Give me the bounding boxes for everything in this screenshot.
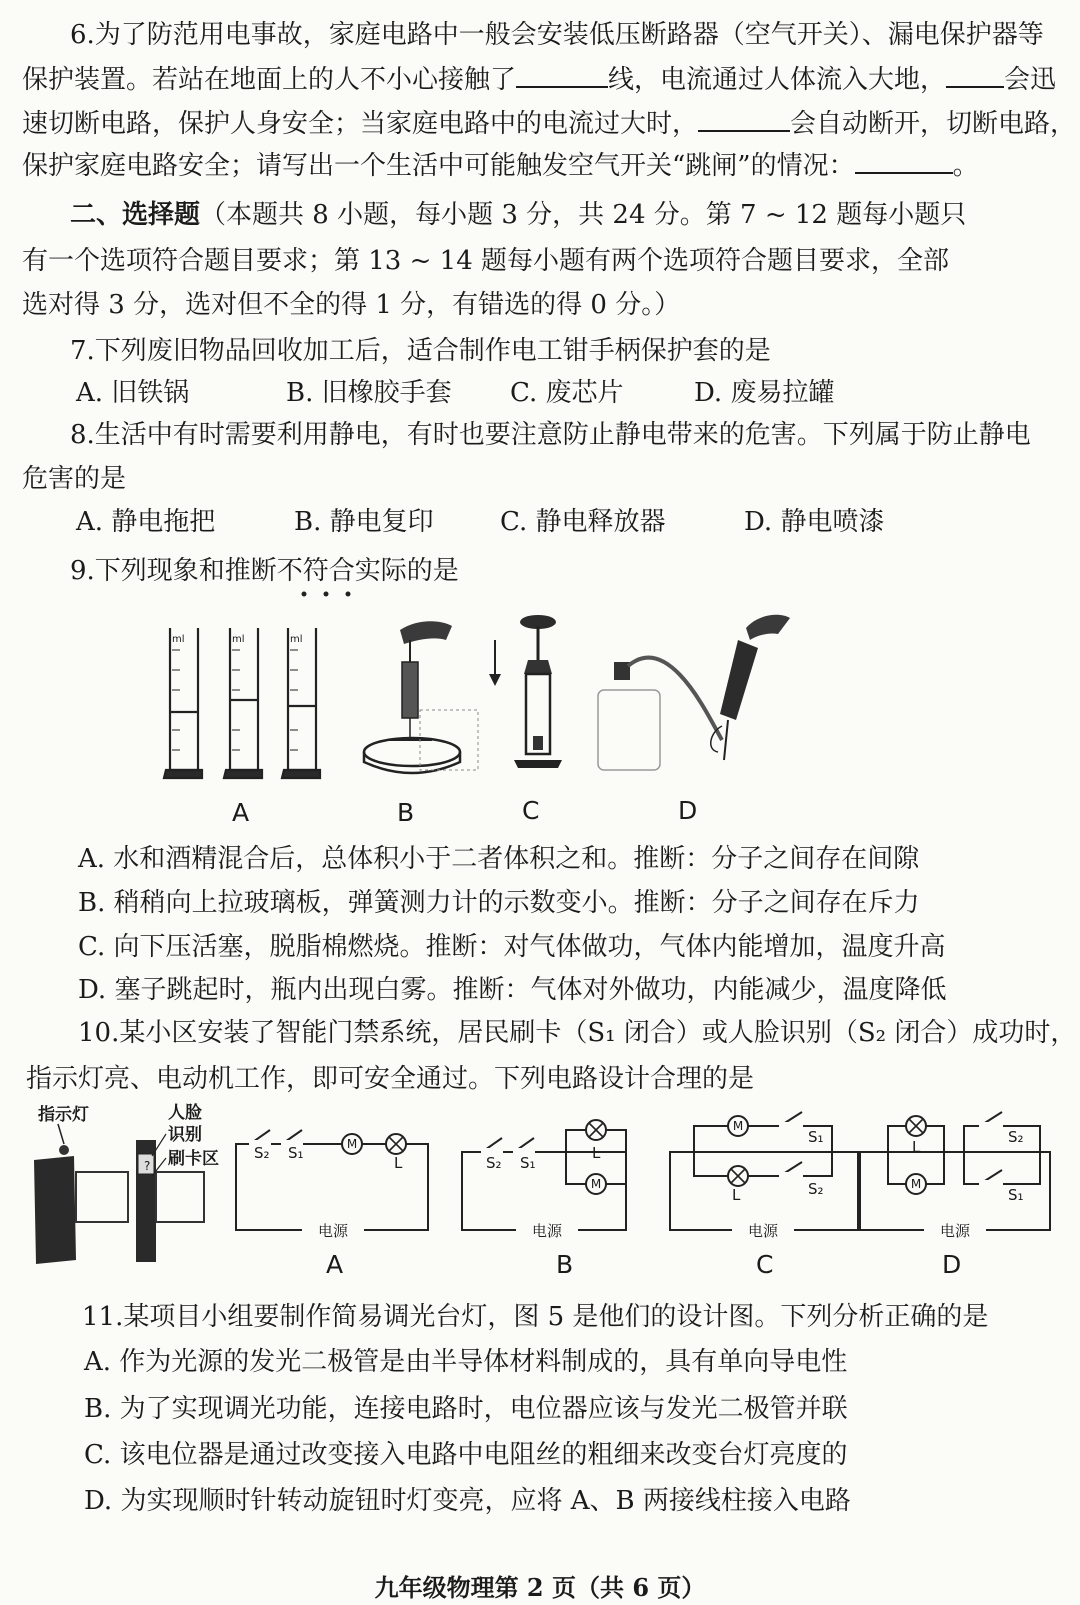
section-2-line-3: 选对得 3 分，选对但不全的得 1 分，有错选的得 0 分。） xyxy=(22,290,681,320)
indicator-label: 指示灯 xyxy=(38,1105,89,1125)
q6-text: 。 xyxy=(952,151,979,181)
face-label-2: 识别 xyxy=(168,1125,202,1145)
q8-option-c[interactable]: C. 静电释放器 xyxy=(500,507,666,537)
q9-option-a[interactable]: A. 水和酒精混合后，总体积小于二者体积之和。推断：分子之间存在间隙 xyxy=(78,844,920,874)
power-label: 电源 xyxy=(531,1222,563,1240)
q11-option-a[interactable]: A. 作为光源的发光二极管是由半导体材料制成的，具有单向导电性 xyxy=(84,1347,848,1377)
face-label-1: 人脸 xyxy=(168,1103,202,1123)
section-2-line-2: 有一个选项符合题目要求；第 13 ~ 14 题每小题有两个选项符合题目要求，全部 xyxy=(22,246,950,276)
face-scanner-glyph: ? xyxy=(144,1159,151,1173)
q8-stem-2: 危害的是 xyxy=(22,464,127,494)
switch-label: S₁ xyxy=(520,1154,536,1172)
switch-label: S₁ xyxy=(288,1144,304,1162)
q9-stem: 9.下列现象和推断不符合实际的是 xyxy=(70,556,459,586)
q6-text: 速切断电路，保护人身安全；当家庭电路中的电流过大时， xyxy=(22,109,699,139)
switch-label: S₂ xyxy=(486,1154,502,1172)
q10-stem-2: 指示灯亮、电动机工作，即可安全通过。下列电路设计合理的是 xyxy=(26,1064,755,1094)
q9-label-c: C xyxy=(522,796,540,825)
q11-option-b[interactable]: B. 为了实现调光功能，连接电路时，电位器应该与发光二极管并联 xyxy=(84,1394,848,1424)
switch-label: S₁ xyxy=(1008,1186,1024,1204)
q11-option-d[interactable]: D. 为实现顺时针转动旋钮时灯变亮，应将 A、B 两接线柱接入电路 xyxy=(84,1486,851,1516)
q6-text: 保护家庭电路安全；请写出一个生活中可能触发空气开关“跳闸”的情况： xyxy=(22,151,855,181)
q8-option-a[interactable]: A. 静电拖把 xyxy=(76,507,216,537)
card-area-label: 刷卡区 xyxy=(168,1149,219,1169)
q6-text: 会自动断开，切断电路， xyxy=(790,109,1077,139)
q9-label-d: D xyxy=(678,796,698,825)
q9-figures xyxy=(150,600,830,800)
switch-label: S₂ xyxy=(808,1180,824,1198)
motor-symbol: M xyxy=(346,1137,358,1151)
q10-stem-1: 10.某小区安装了智能门禁系统，居民刷卡（S₁ 闭合）或人脸识别（S₂ 闭合）成功时， xyxy=(78,1018,1077,1048)
q10-label-a: A xyxy=(326,1250,344,1279)
gate-illustration xyxy=(34,1102,219,1264)
section-2-line-1 xyxy=(70,198,1080,232)
motor-symbol: M xyxy=(910,1177,922,1191)
q11-option-c[interactable]: C. 该电位器是通过改变接入电路中电阻丝的粗细来改变台灯亮度的 xyxy=(84,1440,848,1470)
q7-option-c[interactable]: C. 废芯片 xyxy=(510,378,624,408)
answer-blank[interactable] xyxy=(698,106,790,132)
emphasis-dots xyxy=(296,588,366,600)
cylinder-unit: ml xyxy=(172,634,185,645)
q8-stem-1: 8.生活中有时需要利用静电，有时也要注意防止静电带来的危害。下列属于防止静电 xyxy=(70,420,1031,450)
page-footer: 九年级物理第 2 页（共 6 页） xyxy=(374,1573,706,1602)
q10-label-b: B xyxy=(556,1250,574,1279)
q6-line-1: 6.为了防范用电事故，家庭电路中一般会安装低压断路器（空气开关）、漏电保护器等 xyxy=(70,20,1044,50)
lamp-label: L xyxy=(592,1144,601,1162)
q6-line-4 xyxy=(22,148,1062,183)
spring-scale-figure xyxy=(364,621,478,773)
motor-symbol: M xyxy=(732,1119,744,1133)
bottle-pump-figure xyxy=(598,615,790,770)
q8-option-b[interactable]: B. 静电复印 xyxy=(294,507,434,537)
q6-line-2 xyxy=(22,62,1062,97)
motor-symbol: M xyxy=(590,1177,602,1191)
q10-label-c: C xyxy=(756,1250,774,1279)
q7-stem: 7.下列废旧物品回收加工后，适合制作电工钳手柄保护套的是 xyxy=(70,336,771,366)
power-label: 电源 xyxy=(747,1222,779,1240)
lamp-label: L xyxy=(912,1138,921,1156)
q10-label-d: D xyxy=(942,1250,962,1279)
q6-text: 线，电流通过人体流入大地， xyxy=(608,65,947,95)
q7-option-a[interactable]: A. 旧铁锅 xyxy=(76,378,190,408)
q6-line-3 xyxy=(22,106,1077,141)
answer-blank[interactable] xyxy=(855,148,953,174)
q10-circuit-figures xyxy=(20,1100,1070,1280)
q11-stem: 11.某项目小组要制作简易调光台灯，图 5 是他们的设计图。下列分析正确的是 xyxy=(82,1302,989,1332)
q9-option-d[interactable]: D. 塞子跳起时，瓶内出现白雾。推断：气体对外做功，内能减少，温度降低 xyxy=(78,975,947,1005)
switch-label: S₁ xyxy=(808,1128,824,1146)
q9-option-b[interactable]: B. 稍稍向上拉玻璃板，弹簧测力计的示数变小。推断：分子之间存在斥力 xyxy=(78,888,920,918)
q9-label-b: B xyxy=(397,798,415,827)
q6-text: 保护装置。若站在地面上的人不小心接触了 xyxy=(22,65,517,95)
answer-blank[interactable] xyxy=(946,62,1004,88)
section-2-title: 二、选择题 xyxy=(70,200,201,230)
power-label: 电源 xyxy=(939,1222,971,1240)
answer-blank[interactable] xyxy=(516,62,608,88)
section-2-instructions: （本题共 8 小题，每小题 3 分，共 24 分。第 7 ~ 12 题每小题只 xyxy=(200,200,967,230)
fire-syringe-figure xyxy=(489,615,562,768)
q9-option-c[interactable]: C. 向下压活塞，脱脂棉燃烧。推断：对气体做功，气体内能增加，温度升高 xyxy=(78,932,946,962)
q9-label-a: A xyxy=(232,798,250,827)
switch-label: S₂ xyxy=(1008,1128,1024,1146)
lamp-label: L xyxy=(394,1154,403,1172)
lamp-label: L xyxy=(732,1186,741,1204)
q8-option-d[interactable]: D. 静电喷漆 xyxy=(744,507,885,537)
switch-label: S₂ xyxy=(254,1144,270,1162)
cylinder-unit: ml xyxy=(232,634,245,645)
q6-text: 会迅 xyxy=(1004,65,1057,95)
q7-option-d[interactable]: D. 废易拉罐 xyxy=(694,378,835,408)
q7-option-b[interactable]: B. 旧橡胶手套 xyxy=(286,378,452,408)
cylinder-unit: ml xyxy=(290,634,303,645)
power-label: 电源 xyxy=(317,1222,349,1240)
